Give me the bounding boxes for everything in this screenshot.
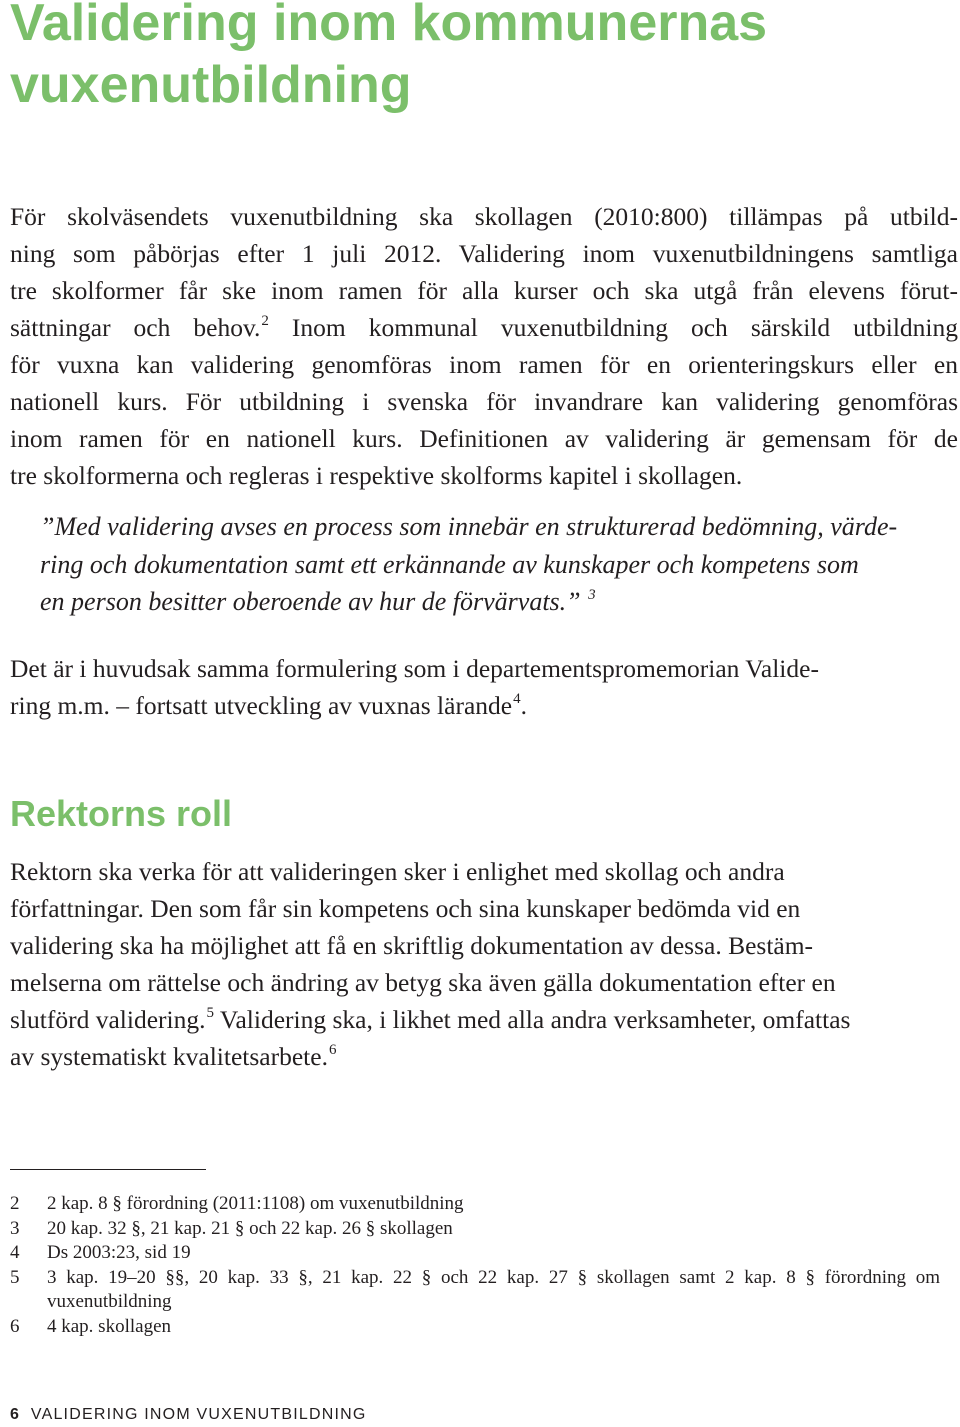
text-line: Det är i huvudsak samma formulering som i departementspromemorian Valide- — [10, 654, 819, 683]
footnote-item — [10, 1241, 940, 1266]
text-line: författningar. Den som får sin kompetens och sina kunskaper bedömda vid en — [10, 894, 801, 923]
text-line: tre skolformerna och regleras i respektive skolforms kapitel i skollagen. — [10, 461, 743, 490]
page-title-line-2: vuxenutbildning — [10, 56, 412, 114]
footnotes — [10, 1192, 940, 1340]
footnote-text-line: 3 kap. 19–20 §§, 20 kap. 33 §, 21 kap. 22 § och 22 kap. 27 § skollagen samt 2 kap. 8 § förordning om — [47, 1266, 940, 1288]
footnote-item — [10, 1266, 940, 1315]
footnote-ref-3: 3 — [588, 587, 596, 603]
text-line-with-footnote — [10, 1001, 958, 1038]
text-segment: slutförd validering. — [10, 1005, 206, 1034]
text-line: tre skolformer får ske inom ramen för alla kurser och ska utgå från elevens förut- — [10, 276, 958, 305]
quote-line: ring och dokumentation samt ett erkännande av kunskaper och kompetens som — [40, 549, 859, 579]
quote-line — [40, 583, 920, 621]
page-title — [10, 0, 910, 116]
footnote-text: 20 kap. 32 §, 21 kap. 21 § och 22 kap. 26 § skollagen — [47, 1217, 453, 1239]
footnote-item — [10, 1315, 940, 1340]
footnote-text: 4 kap. skollagen — [47, 1315, 172, 1337]
text-line: inom ramen för en nationell kurs. Definitionen av validering är gemensam för de — [10, 424, 958, 453]
page-title-line-1: Validering inom kommunernas — [10, 0, 768, 52]
text-line: för vuxna kan validering genomföras inom ramen för en orienteringskurs eller en — [10, 350, 958, 379]
section-heading: Rektorns roll — [10, 793, 233, 834]
footnote-number: 5 — [10, 1266, 20, 1288]
text-line-with-footnote — [10, 309, 958, 346]
text-segment: av systematiskt kvalitetsarbete. — [10, 1042, 328, 1071]
text-segment: Inom kommunal vuxenutbildning och särskild utbildning — [268, 313, 958, 342]
text-line: nationell kurs. För utbildning i svenska för invandrare kan validering genomföras — [10, 387, 958, 416]
text-line-with-footnote — [10, 1038, 958, 1075]
footnote-item — [10, 1217, 940, 1242]
text-line: För skolväsendets vuxenutbildning ska skollagen (2010:800) tillämpas på utbild- — [10, 202, 958, 231]
intro-paragraph — [10, 198, 958, 494]
footnote-ref-5: 5 — [206, 1005, 214, 1021]
footnote-text: 2 kap. 8 § förordning (2011:1108) om vuxenutbildning — [47, 1193, 464, 1214]
text-line-with-footnote — [10, 687, 958, 724]
page-number: 6 — [10, 1406, 19, 1423]
footnote-item — [10, 1192, 940, 1217]
footnote-text: Ds 2003:23, sid 19 — [47, 1242, 191, 1264]
footnote-ref-2: 2 — [261, 313, 269, 329]
text-segment: sättningar och behov. — [10, 313, 261, 342]
page-footer — [10, 1405, 367, 1425]
running-title: VALIDERING INOM VUXENUTBILDNING — [30, 1406, 367, 1423]
definition-quote — [40, 508, 920, 621]
footnote-ref-6: 6 — [328, 1042, 337, 1058]
text-segment: . — [520, 691, 527, 720]
quote-line: ”Med validering avses en process som innebär en strukturerad bedömning, värde- — [40, 512, 898, 541]
footnote-ref-4: 4 — [513, 691, 521, 707]
after-quote-paragraph — [10, 650, 958, 724]
text-line: ning som påbörjas efter 1 juli 2012. Validering inom vuxenutbildningens samtliga — [10, 239, 958, 268]
text-segment: Validering ska, i likhet med alla andra verksamheter, omfattas — [213, 1005, 851, 1034]
text-segment: ring m.m. – fortsatt utveckling av vuxnas lärande — [10, 691, 513, 720]
text-line: validering ska ha möjlighet att få en skriftlig dokumentation av dessa. Bestäm- — [10, 931, 814, 960]
text-line: Rektorn ska verka för att valideringen sker i enlighet med skollag och andra — [10, 857, 785, 886]
footnote-divider — [10, 1169, 206, 1170]
text-line: melserna om rättelse och ändring av betyg ska även gälla dokumentation efter en — [10, 968, 836, 997]
footnote-number: 3 — [10, 1217, 20, 1239]
text-segment: en person besitter oberoende av hur de förvärvats.” — [40, 587, 581, 616]
footnote-number: 4 — [10, 1242, 20, 1264]
footnote-number: 6 — [10, 1315, 20, 1337]
section-paragraph — [10, 853, 958, 1075]
footnote-number: 2 — [10, 1193, 20, 1214]
footnote-text — [47, 1266, 940, 1315]
footnote-text-line: vuxenutbildning — [47, 1291, 172, 1313]
